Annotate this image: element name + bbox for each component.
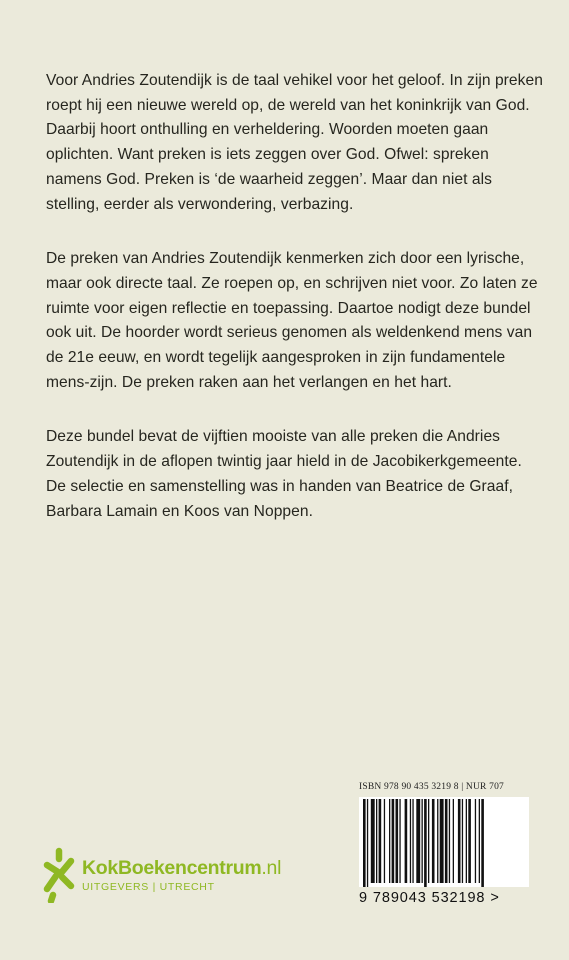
stylized-figure-icon <box>42 845 76 903</box>
publisher-subtitle: UITGEVERS | UTRECHT <box>82 881 215 893</box>
blurb-paragraph-3: Deze bundel bevat de vijftien mooiste van alle preken die Andries Zoutendijk in de aflopen twintig jaar hield in de Jacobikerkgemeente. De selectie en samenstelling was in handen van Beatrice de Graaf, Barbara Lamain en Koos van Noppen. <box>46 428 522 520</box>
barcode-digits: 9 789043 532198 > <box>359 890 500 906</box>
blurb-paragraph-2: De preken van Andries Zoutendijk kenmerken zich door een lyrische, maar ook directe taal. Ze roepen op, en schrijven niet voor. Zo laten ze ruimte voor eigen reflectie en toepassing. Daartoe nodigt deze bundel ook uit. De hoorder wordt serieus genomen als weldenkend mens van de 21e eeuw, en wordt tegelijk aangesproken in zijn fundamentele mens-zijn. De preken raken aan het verlangen en het hart. <box>46 250 538 391</box>
barcode-bars <box>359 797 529 887</box>
publisher-name-main: KokBoekencentrum <box>82 857 262 879</box>
blurb-paragraph-1: Voor Andries Zoutendijk is de taal vehikel voor het geloof. In zijn preken roept hij een nieuwe wereld op, de wereld van het koninkrijk van God. Daarbij hoort onthulling en verheldering. Woorden moeten gaan oplichten. Want preken is iets zeggen over God. Ofwel: spreken namens God. Preken is ‘de waarheid zeggen’. Maar dan niet als stelling, eerder als verwondering, verbazing. <box>46 72 543 213</box>
isbn-barcode <box>359 797 529 909</box>
back-cover-blurb <box>46 69 546 554</box>
publisher-name-suffix: .nl <box>261 857 282 879</box>
isbn-nur-line: ISBN 978 90 435 3219 8 | NUR 707 <box>359 782 505 792</box>
publisher-logo <box>42 845 342 905</box>
publisher-name <box>82 857 281 880</box>
